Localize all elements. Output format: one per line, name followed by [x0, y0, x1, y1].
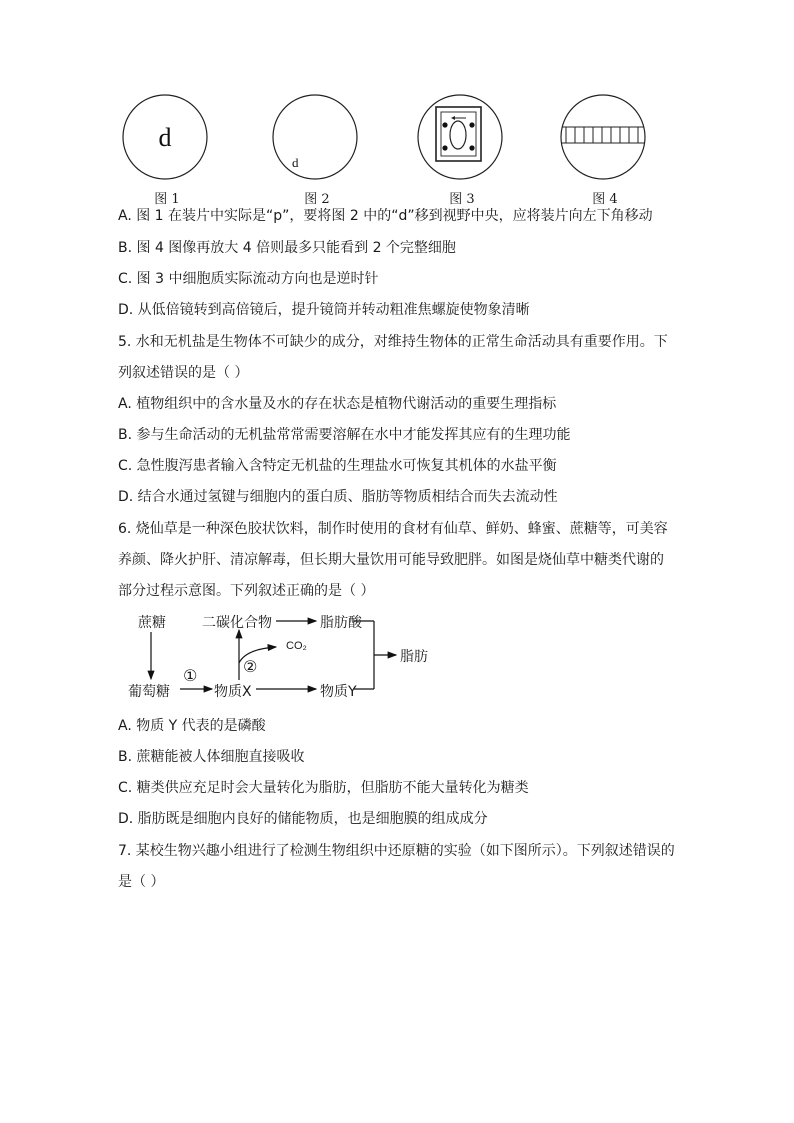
q4-option-d: D. 从低倍镜转到高倍镜后，提升镜筒并转动粗准焦螺旋使物象清晰 — [118, 302, 530, 318]
fig3-caption: 图 3 — [449, 192, 475, 207]
diagram-fat: 脂肪 — [400, 649, 428, 665]
q6-option-d: D. 脂肪既是细胞内良好的储能物质，也是细胞膜的组成成分 — [118, 811, 488, 827]
microscope-figures — [100, 92, 700, 212]
diagram-step-1: ① — [183, 666, 198, 685]
fig2-letter: d — [292, 155, 299, 170]
q7-stem-line2: 是（ ） — [118, 874, 165, 890]
q4-option-b: B. 图 4 图像再放大 4 倍则最多只能看到 2 个完整细胞 — [118, 240, 456, 256]
q5-stem-line1: 5. 水和无机盐是生物体不可缺少的成分，对维持生物体的正常生命活动具有重要作用。下 — [118, 334, 668, 350]
q6-stem-line3: 部分过程示意图。下列叙述正确的是（ ） — [118, 583, 375, 599]
q7-stem-line1: 7. 某校生物兴趣小组进行了检测生物组织中还原糖的实验（如下图所示）。下列叙述错误的 — [118, 843, 675, 859]
figure-1 — [120, 92, 220, 207]
figure-2 — [270, 92, 370, 207]
q5-option-c: C. 急性腹泻患者输入含特定无机盐的生理盐水可恢复其机体的水盐平衡 — [118, 458, 557, 474]
diagram-glucose: 葡萄糖 — [128, 684, 170, 700]
q5-option-a: A. 植物组织中的含水量及水的存在状态是植物代谢活动的重要生理指标 — [118, 396, 557, 412]
q6-stem-line1: 6. 烧仙草是一种深色胶状饮料，制作时使用的食材有仙草、鲜奶、蜂蜜、蔗糖等，可美容 — [118, 521, 668, 537]
q6-option-a: A. 物质 Y 代表的是磷酸 — [118, 718, 266, 734]
figure-4 — [558, 92, 658, 207]
q5-option-b: B. 参与生命活动的无机盐常常需要溶解在水中才能发挥其应有的生理功能 — [118, 427, 571, 443]
diagram-substance-y: 物质Y — [320, 684, 357, 700]
field-of-view-4 — [558, 92, 648, 182]
sugar-metabolism-diagram — [128, 605, 448, 705]
q6-option-b: B. 蔗糖能被人体细胞直接吸收 — [118, 749, 305, 765]
fig1-caption: 图 1 — [154, 192, 180, 207]
figure-3 — [415, 92, 515, 207]
diagram-fatty-acid: 脂肪酸 — [320, 615, 362, 631]
q4-option-c: C. 图 3 中细胞质实际流动方向也是逆时针 — [118, 271, 379, 287]
q5-option-d: D. 结合水通过氢键与细胞内的蛋白质、脂肪等物质相结合而失去流动性 — [118, 489, 558, 505]
q6-stem-line2: 养颜、降火护肝、清凉解毒，但长期大量饮用可能导致肥胖。如图是烧仙草中糖类代谢的 — [118, 552, 664, 568]
field-of-view-3 — [415, 92, 505, 182]
diagram-substance-x: 物质X — [214, 684, 252, 700]
field-of-view-1 — [120, 92, 210, 182]
q6-option-c: C. 糖类供应充足时会大量转化为脂肪，但脂肪不能大量转化为糖类 — [118, 780, 529, 796]
q5-stem-line2: 列叙述错误的是（ ） — [118, 365, 249, 381]
diagram-sucrose: 蔗糖 — [138, 615, 166, 631]
fig2-caption: 图 2 — [304, 192, 330, 207]
fig1-letter: d — [158, 123, 172, 152]
fig4-caption: 图 4 — [592, 192, 618, 207]
diagram-co2: CO₂ — [286, 640, 307, 652]
field-of-view-2 — [270, 92, 360, 182]
q4-option-a: A. 图 1 在装片中实际是“p”，要将图 2 中的“d”移到视野中央，应将装片向左下角移动 — [118, 208, 653, 224]
diagram-step-2: ② — [243, 657, 258, 676]
diagram-two-carbon-compound: 二碳化合物 — [202, 615, 272, 631]
